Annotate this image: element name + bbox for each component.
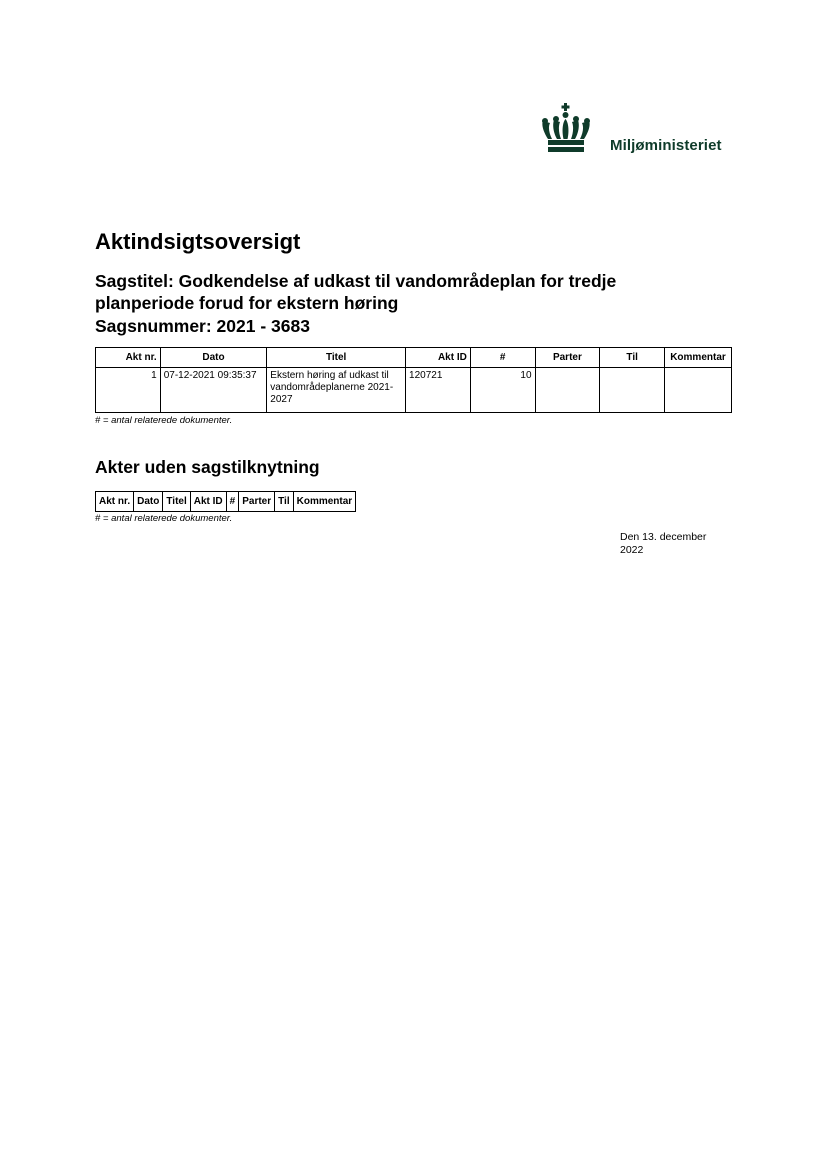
cell-til [600, 368, 665, 413]
col-titel: Titel [267, 348, 406, 368]
col-dato: Dato [134, 492, 163, 512]
case-title: Sagstitel: Godkendelse af udkast til vandområdeplan for tredje planperiode forud for ekstern høring [95, 271, 617, 313]
logo [538, 103, 738, 163]
col-count: # [226, 492, 239, 512]
cell-akt-id: 120721 [406, 368, 471, 413]
cell-dato: 07-12-2021 09:35:37 [160, 368, 267, 413]
cell-akt-nr: 1 [96, 368, 161, 413]
unlinked-documents-table [95, 491, 356, 512]
logo-text: Miljøministeriet [610, 137, 722, 154]
documents-table [95, 347, 732, 413]
case-number: Sagsnummer: 2021 - 3683 [95, 316, 310, 336]
col-parter: Parter [239, 492, 275, 512]
table-row [96, 368, 732, 413]
document-date: Den 13. december 2022 [620, 531, 707, 556]
crown-icon [538, 103, 594, 155]
col-count: # [470, 348, 535, 368]
cell-titel: Ekstern høring af udkast til vandområdeplanerne 2021-2027 [267, 368, 406, 413]
col-parter: Parter [535, 348, 600, 368]
table-header-row [96, 348, 732, 368]
cell-count: 10 [470, 368, 535, 413]
col-dato: Dato [160, 348, 267, 368]
col-til: Til [600, 348, 665, 368]
col-titel: Titel [163, 492, 190, 512]
section-heading: Akter uden sagstilknytning [95, 457, 320, 477]
col-kommentar: Kommentar [664, 348, 731, 368]
table-note: # = antal relaterede dokumenter. [95, 415, 233, 426]
col-akt-id: Akt ID [190, 492, 226, 512]
cell-kommentar [664, 368, 731, 413]
col-akt-nr: Akt nr. [96, 492, 134, 512]
col-akt-nr: Akt nr. [96, 348, 161, 368]
col-til: Til [275, 492, 293, 512]
table-note: # = antal relaterede dokumenter. [95, 513, 233, 524]
cell-parter [535, 368, 600, 413]
col-akt-id: Akt ID [406, 348, 471, 368]
table-header-row [96, 492, 356, 512]
col-kommentar: Kommentar [293, 492, 356, 512]
page-title: Aktindsigtsoversigt [95, 229, 301, 254]
